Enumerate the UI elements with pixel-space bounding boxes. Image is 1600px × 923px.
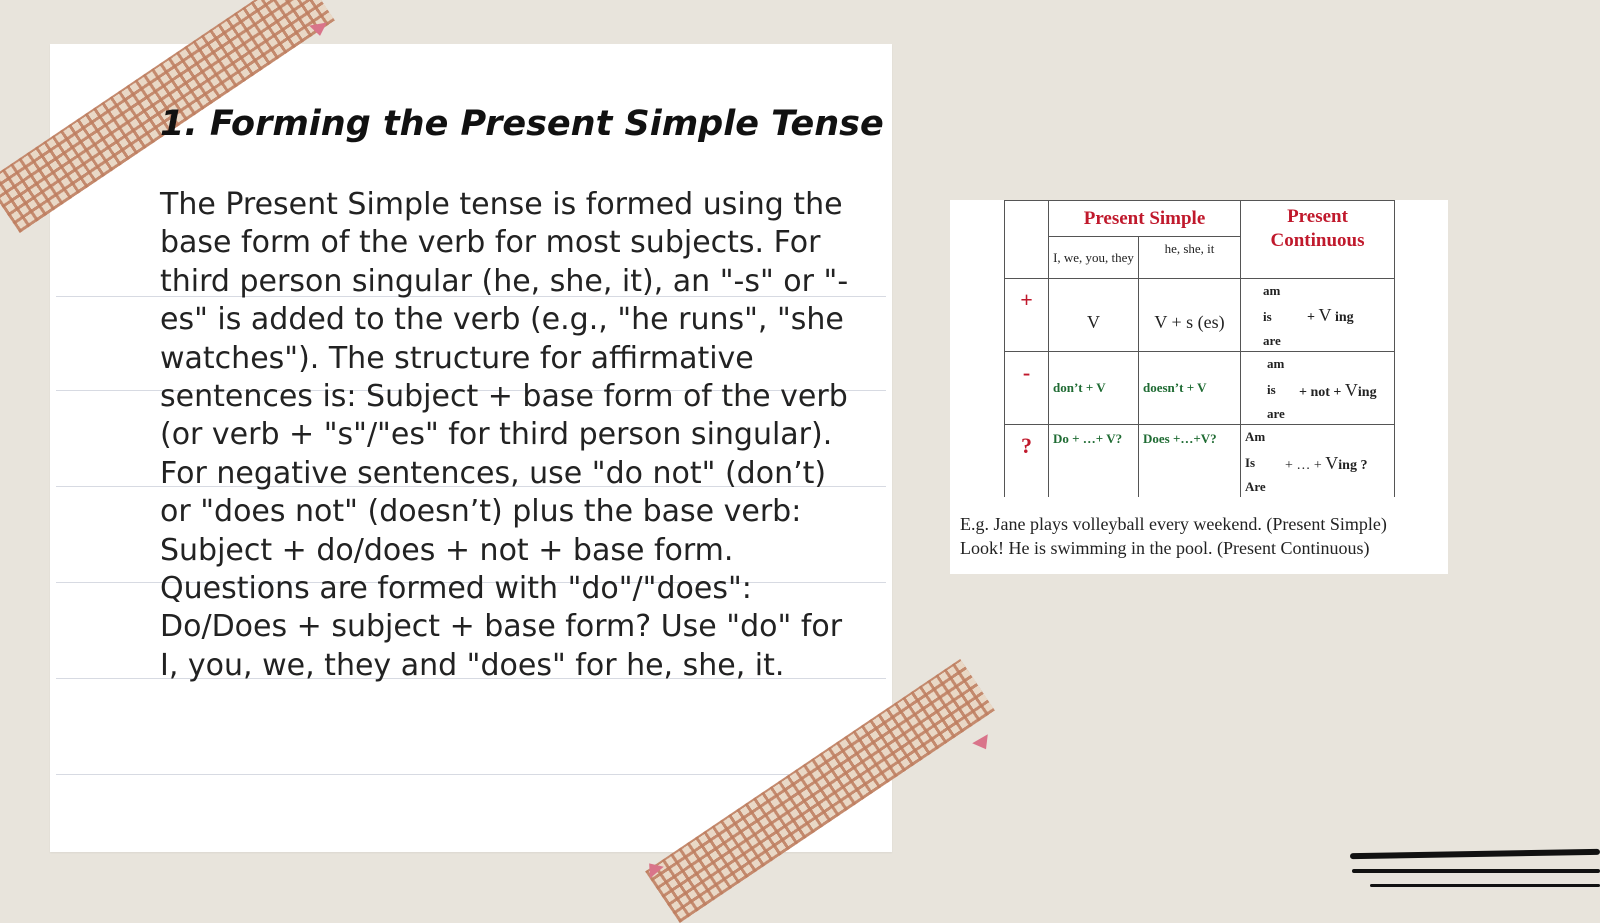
formula-prefix: + … + (1285, 458, 1326, 473)
paper-rule-line (56, 774, 886, 775)
aux-am: am (1267, 356, 1285, 371)
table-corner-cell (1005, 201, 1049, 279)
formula-verb: V (1344, 380, 1358, 400)
tape-tab-icon (309, 23, 329, 38)
table-row-negative (1005, 352, 1395, 425)
question-continuous-cell (1241, 425, 1395, 498)
subheader-singular-subjects: he, she, it (1139, 237, 1241, 279)
sign-positive: + (1005, 279, 1049, 352)
aux-are: are (1267, 406, 1285, 421)
example-present-continuous: Look! He is swimming in the pool. (Present Continuous) (960, 538, 1370, 558)
grammar-figure (950, 200, 1448, 574)
slide-body-text: The Present Simple tense is formed using the base form of the verb for most subjects. For third person singular (he, she, it), an "-s" or "-es" is added to the verb (e.g., "he runs", "she watches"). The structure for affirmative sentences is: Subject + base form of the verb (or verb + "s"/"es" for third person singular). For negative sentences, use "do not" (don’t) or "does not" (doesn’t) plus the base verb: Subject + do/does + not + base form. Questions are formed with "do"/"does": Do/Does + subject + base form? Use "do" for I, you, we, they and "does" for he, she, it. (160, 187, 849, 683)
aux-is: is (1267, 382, 1276, 397)
sign-negative: - (1005, 352, 1049, 425)
table-row-question (1005, 425, 1395, 498)
brush-stroke-decoration (1352, 869, 1600, 873)
aux-am: am (1263, 283, 1281, 298)
positive-simple-plural: V (1049, 279, 1139, 352)
negative-simple-plural: don’t + V (1049, 352, 1139, 425)
brush-stroke-decoration (1350, 849, 1600, 859)
brush-stroke-decoration (1370, 884, 1600, 887)
formula-prefix: + (1307, 310, 1319, 325)
positive-continuous-formula (1307, 305, 1354, 326)
formula-verb: V (1325, 453, 1339, 473)
tense-comparison-table (1004, 200, 1395, 497)
aux-is: is (1263, 309, 1272, 324)
formula-prefix: + not + (1299, 385, 1345, 400)
question-continuous-formula (1285, 453, 1367, 474)
aux-are: are (1263, 333, 1281, 348)
slide-title: 1. Forming the Present Simple Tense (160, 104, 884, 144)
formula-suffix: ing (1357, 385, 1377, 400)
subheader-plural-subjects: I, we, you, they (1049, 237, 1139, 279)
positive-simple-singular: V + s (es) (1139, 279, 1241, 352)
question-simple-singular: Does +…+V? (1139, 425, 1241, 498)
header-present-continuous: Present Continuous (1241, 201, 1395, 279)
formula-verb: V (1318, 305, 1332, 325)
formula-suffix: ing (1331, 310, 1354, 325)
example-present-simple: E.g. Jane plays volleyball every weekend. (Present Simple) (960, 514, 1387, 534)
positive-continuous-cell (1241, 279, 1395, 352)
negative-simple-singular: doesn’t + V (1139, 352, 1241, 425)
negative-continuous-formula (1299, 380, 1377, 401)
negative-continuous-cell (1241, 352, 1395, 425)
aux-is: Is (1245, 455, 1256, 470)
formula-suffix: ing ? (1338, 458, 1368, 473)
aux-am: Am (1245, 429, 1266, 444)
question-simple-plural: Do + …+ V? (1049, 425, 1139, 498)
sign-question: ? (1005, 425, 1049, 498)
header-present-simple: Present Simple (1049, 201, 1241, 237)
tape-tab-icon (972, 734, 994, 753)
aux-are: Are (1245, 479, 1266, 494)
table-row-positive (1005, 279, 1395, 352)
